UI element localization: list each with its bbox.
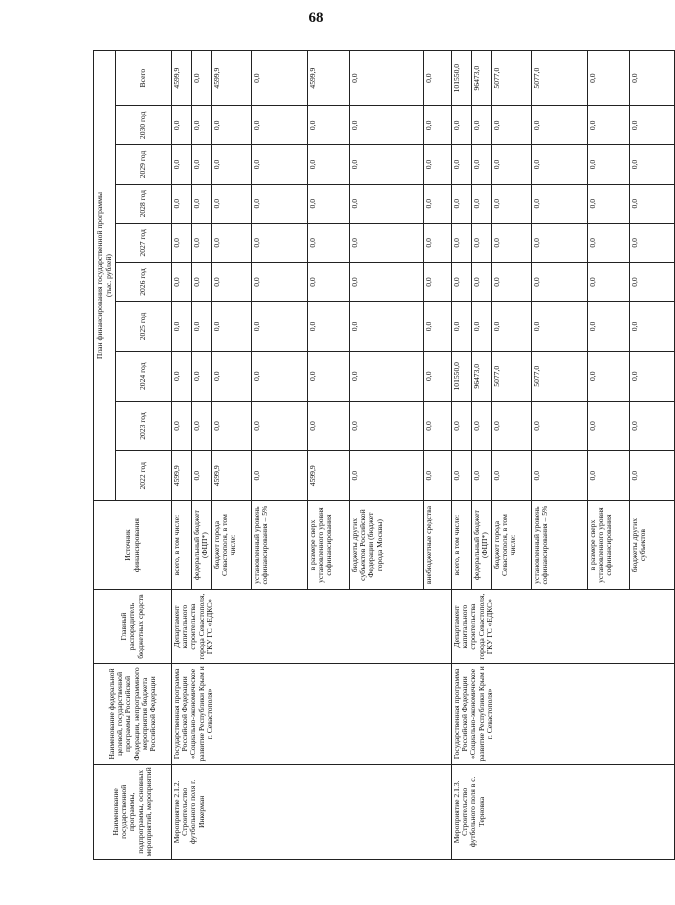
- value-cell: 0,0: [192, 302, 212, 352]
- header-year: 2030 год: [116, 106, 172, 145]
- value-cell: 0,0: [192, 451, 212, 501]
- value-cell: 0,0: [350, 302, 424, 352]
- table-row: [452, 51, 472, 860]
- value-cell: 0,0: [452, 145, 472, 184]
- value-cell: 0,0: [252, 401, 308, 451]
- value-cell: 0,0: [308, 302, 350, 352]
- value-cell: 4599,9: [172, 51, 192, 106]
- value-cell: 0,0: [588, 351, 630, 401]
- value-cell: 0,0: [172, 223, 192, 262]
- funding-source-cell: бюджет города Севастополя, в том числе:: [212, 501, 252, 590]
- value-cell: 0,0: [172, 302, 192, 352]
- value-cell: 0,0: [252, 145, 308, 184]
- value-cell: 0,0: [192, 223, 212, 262]
- value-cell: 0,0: [630, 401, 675, 451]
- value-cell: 0,0: [308, 262, 350, 301]
- value-cell: 0,0: [252, 262, 308, 301]
- value-cell: 0,0: [350, 451, 424, 501]
- value-cell: 0,0: [192, 106, 212, 145]
- value-cell: 101550,0: [452, 351, 472, 401]
- value-cell: 0,0: [350, 51, 424, 106]
- value-cell: 0,0: [630, 351, 675, 401]
- header-year: 2028 год: [116, 184, 172, 223]
- value-cell: 5077,0: [532, 51, 588, 106]
- value-cell: 0,0: [588, 302, 630, 352]
- funding-source-cell: бюджеты других субъектов Российской Федерации (бюджет города Москвы): [350, 501, 424, 590]
- value-cell: 0,0: [452, 184, 472, 223]
- value-cell: 5077,0: [532, 351, 588, 401]
- value-cell: 0,0: [172, 106, 192, 145]
- page-number: 68: [308, 10, 324, 26]
- value-cell: 0,0: [452, 262, 472, 301]
- value-cell: 101550,0: [452, 51, 472, 106]
- value-cell: 0,0: [492, 401, 532, 451]
- value-cell: 0,0: [252, 223, 308, 262]
- funding-source-cell: установленный уровень софинансирования – 5%: [252, 501, 308, 590]
- value-cell: 0,0: [350, 401, 424, 451]
- value-cell: 0,0: [308, 184, 350, 223]
- value-cell: 0,0: [630, 184, 675, 223]
- value-cell: 0,0: [492, 106, 532, 145]
- header-year: 2025 год: [116, 302, 172, 352]
- value-cell: 96473,0: [472, 51, 492, 106]
- funding-source-cell: федеральный бюджет (ФЦП*): [472, 501, 492, 590]
- value-cell: 0,0: [308, 223, 350, 262]
- value-cell: 0,0: [192, 401, 212, 451]
- value-cell: 0,0: [630, 451, 675, 501]
- value-cell: 0,0: [492, 223, 532, 262]
- value-cell: 0,0: [472, 184, 492, 223]
- value-cell: 0,0: [252, 51, 308, 106]
- value-cell: 0,0: [492, 451, 532, 501]
- rotated-table-container: [93, 50, 648, 860]
- value-cell: 0,0: [588, 51, 630, 106]
- value-cell: 0,0: [492, 262, 532, 301]
- value-cell: 0,0: [532, 262, 588, 301]
- value-cell: 0,0: [532, 451, 588, 501]
- value-cell: 0,0: [252, 302, 308, 352]
- value-cell: 0,0: [452, 302, 472, 352]
- value-cell: 4599,9: [212, 51, 252, 106]
- value-cell: 0,0: [212, 302, 252, 352]
- value-cell: 0,0: [192, 51, 212, 106]
- value-cell: 0,0: [532, 145, 588, 184]
- value-cell: 0,0: [452, 106, 472, 145]
- header-year: 2029 год: [116, 145, 172, 184]
- value-cell: 5077,0: [492, 351, 532, 401]
- value-cell: 96473,0: [472, 351, 492, 401]
- value-cell: 0,0: [424, 451, 452, 501]
- value-cell: 0,0: [424, 351, 452, 401]
- value-cell: 0,0: [308, 351, 350, 401]
- value-cell: 0,0: [192, 184, 212, 223]
- value-cell: 0,0: [588, 401, 630, 451]
- value-cell: 0,0: [630, 51, 675, 106]
- value-cell: 0,0: [252, 351, 308, 401]
- financing-plan-table: [93, 50, 675, 860]
- funding-source-cell: внебюджетные средства: [424, 501, 452, 590]
- value-cell: 0,0: [472, 223, 492, 262]
- value-cell: 0,0: [492, 145, 532, 184]
- value-cell: 4599,9: [308, 451, 350, 501]
- value-cell: 0,0: [472, 401, 492, 451]
- value-cell: 0,0: [472, 106, 492, 145]
- funding-source-cell: в размере сверх установленного уровня софинансирования: [588, 501, 630, 590]
- value-cell: 0,0: [424, 302, 452, 352]
- value-cell: 4599,9: [212, 451, 252, 501]
- value-cell: 0,0: [532, 223, 588, 262]
- value-cell: 0,0: [424, 184, 452, 223]
- value-cell: 0,0: [212, 184, 252, 223]
- value-cell: 0,0: [492, 302, 532, 352]
- value-cell: 0,0: [308, 106, 350, 145]
- funding-source-cell: установленный уровень софинансирования – 5%: [532, 501, 588, 590]
- value-cell: 0,0: [192, 145, 212, 184]
- value-cell: 0,0: [472, 262, 492, 301]
- header-funding-source: Источник финансирования: [94, 501, 172, 590]
- value-cell: 0,0: [172, 262, 192, 301]
- budget-manager: Департамент капитального строительства города Севастополя, ГКУ ГС «ЕДКС»: [172, 590, 452, 664]
- value-cell: 0,0: [588, 145, 630, 184]
- value-cell: 0,0: [424, 262, 452, 301]
- value-cell: 0,0: [252, 184, 308, 223]
- value-cell: 0,0: [212, 106, 252, 145]
- funding-source-cell: всего, в том числе:: [172, 501, 192, 590]
- funding-source-cell: всего, в том числе:: [452, 501, 472, 590]
- activity-name: Мероприятие 2.1.3. Строительство футбольного поля в с. Терновка: [452, 764, 675, 859]
- value-cell: 0,0: [350, 145, 424, 184]
- budget-manager: Департамент капитального строительства города Севастополя, ГКУ ГС «ЕДКС»: [452, 590, 675, 664]
- value-cell: 0,0: [532, 184, 588, 223]
- header-plan: [94, 51, 116, 501]
- funding-source-cell: бюджеты других субъектов: [630, 501, 675, 590]
- value-cell: 0,0: [472, 451, 492, 501]
- value-cell: 0,0: [252, 451, 308, 501]
- header-plan-units: (тыс. рублей): [103, 254, 113, 298]
- value-cell: 0,0: [350, 351, 424, 401]
- value-cell: 0,0: [172, 351, 192, 401]
- value-cell: 0,0: [588, 106, 630, 145]
- value-cell: 0,0: [192, 351, 212, 401]
- value-cell: 0,0: [350, 106, 424, 145]
- header-federal-program: Наименование федеральной целевой, государственной программы Российской Федерации, непрограммного мероприятия бюджета Российской Федерации: [94, 664, 172, 765]
- value-cell: 0,0: [588, 262, 630, 301]
- value-cell: 0,0: [424, 106, 452, 145]
- value-cell: 4599,9: [308, 51, 350, 106]
- header-year: Всего: [116, 51, 172, 106]
- value-cell: 4599,9: [172, 451, 192, 501]
- header-year: 2027 год: [116, 223, 172, 262]
- header-year: 2024 год: [116, 351, 172, 401]
- value-cell: 0,0: [424, 223, 452, 262]
- funding-source-cell: в размере сверх установленного уровня софинансирования: [308, 501, 350, 590]
- value-cell: 5077,0: [492, 51, 532, 106]
- funding-source-cell: федеральный бюджет (ФЦП*): [192, 501, 212, 590]
- value-cell: 0,0: [452, 223, 472, 262]
- value-cell: 0,0: [192, 262, 212, 301]
- value-cell: 0,0: [630, 106, 675, 145]
- value-cell: 0,0: [452, 401, 472, 451]
- value-cell: 0,0: [212, 145, 252, 184]
- value-cell: 0,0: [424, 145, 452, 184]
- value-cell: 0,0: [472, 145, 492, 184]
- value-cell: 0,0: [588, 223, 630, 262]
- value-cell: 0,0: [308, 401, 350, 451]
- value-cell: 0,0: [630, 223, 675, 262]
- value-cell: 0,0: [212, 223, 252, 262]
- value-cell: 0,0: [350, 262, 424, 301]
- value-cell: 0,0: [212, 401, 252, 451]
- value-cell: 0,0: [424, 401, 452, 451]
- federal-program-name: Государственная программа Российской Федерации «Социально-экономическое развитие Республики Крым и г. Севастополя»: [172, 664, 452, 765]
- value-cell: 0,0: [630, 302, 675, 352]
- value-cell: 0,0: [630, 262, 675, 301]
- value-cell: 0,0: [588, 451, 630, 501]
- value-cell: 0,0: [308, 145, 350, 184]
- value-cell: 0,0: [212, 262, 252, 301]
- value-cell: 0,0: [588, 184, 630, 223]
- value-cell: 0,0: [252, 106, 308, 145]
- value-cell: 0,0: [452, 451, 472, 501]
- value-cell: 0,0: [532, 302, 588, 352]
- funding-source-cell: бюджет города Севастополя, в том числе:: [492, 501, 532, 590]
- value-cell: 0,0: [424, 51, 452, 106]
- header-year: 2023 год: [116, 401, 172, 451]
- value-cell: 0,0: [172, 145, 192, 184]
- value-cell: 0,0: [350, 184, 424, 223]
- header-budget-manager: Главный распорядитель бюджетных средств: [94, 590, 172, 664]
- value-cell: 0,0: [350, 223, 424, 262]
- table-row: [172, 51, 192, 860]
- header-plan-title: План финансирования государственной программы: [95, 191, 105, 360]
- header-year: 2022 год: [116, 451, 172, 501]
- value-cell: 0,0: [532, 106, 588, 145]
- value-cell: 0,0: [472, 302, 492, 352]
- federal-program-name: Государственная программа Российской Федерации «Социально-экономическое развитие Республики Крым и г. Севастополя»: [452, 664, 675, 765]
- value-cell: 0,0: [630, 145, 675, 184]
- header-year: 2026 год: [116, 262, 172, 301]
- activity-name: Мероприятие 2.1.2. Строительство футбольного поля г. Инкерман: [172, 764, 452, 859]
- value-cell: 0,0: [172, 401, 192, 451]
- value-cell: 0,0: [212, 351, 252, 401]
- value-cell: 0,0: [532, 401, 588, 451]
- value-cell: 0,0: [172, 184, 192, 223]
- header-program-name: Наименование государственной программы, подпрограммы, основных мероприятий, мероприятий: [94, 764, 172, 859]
- value-cell: 0,0: [492, 184, 532, 223]
